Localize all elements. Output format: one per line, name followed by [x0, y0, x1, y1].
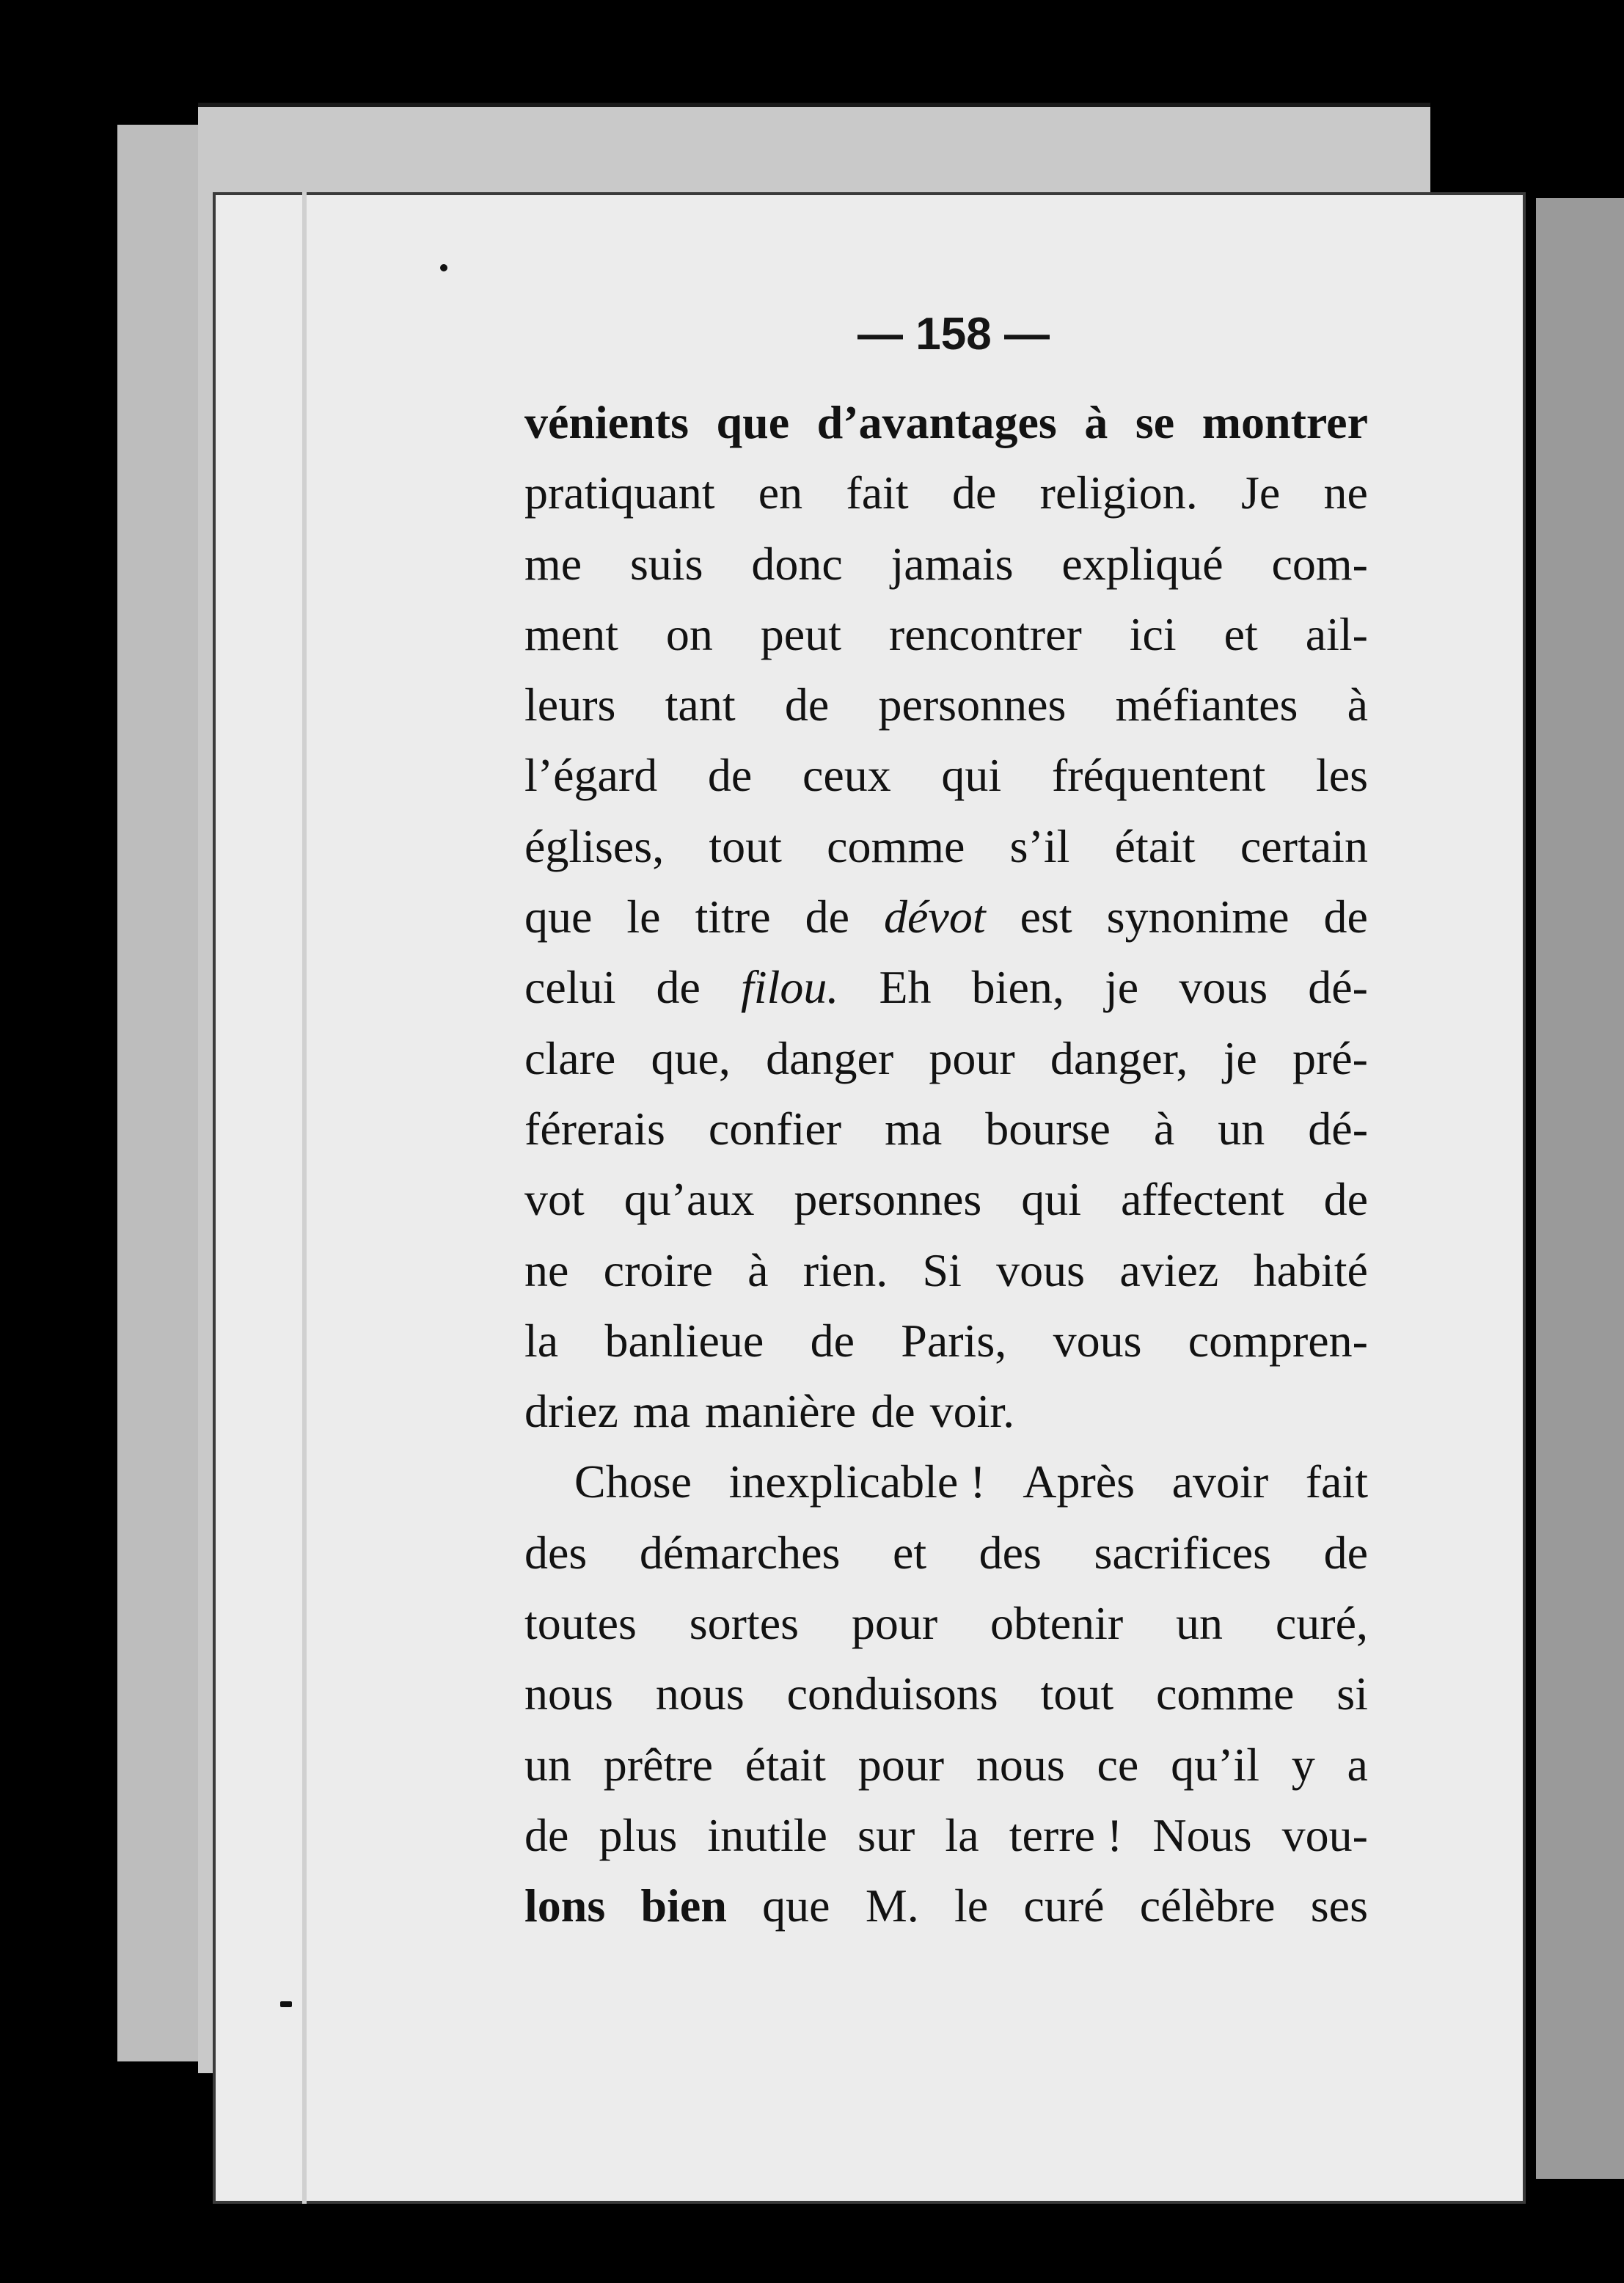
word: fait — [846, 467, 909, 519]
text-line — [524, 1023, 1368, 1094]
dust-speck — [280, 2001, 292, 2007]
page-gutter — [302, 192, 307, 2204]
word: qu’aux — [623, 1173, 755, 1226]
word: de — [656, 961, 701, 1014]
word: y — [1291, 1738, 1315, 1791]
word: inutile — [707, 1808, 827, 1861]
word: manière — [705, 1385, 857, 1438]
word: suis — [629, 537, 703, 590]
word: dé- — [1308, 1102, 1368, 1155]
word: je — [1104, 961, 1139, 1014]
page-number: — 158 — — [857, 309, 1050, 359]
word: était — [745, 1738, 826, 1791]
word: le — [954, 1880, 989, 1932]
word: Eh — [879, 961, 932, 1014]
word: des — [524, 1526, 588, 1579]
word: et — [892, 1526, 927, 1579]
word: la — [524, 1314, 559, 1367]
word: filou. — [741, 961, 839, 1014]
word: de — [871, 1385, 915, 1438]
word: la — [945, 1808, 979, 1861]
word: celui — [524, 961, 616, 1014]
word: de — [784, 679, 830, 731]
word: a — [1347, 1738, 1368, 1791]
text-line — [524, 1235, 1368, 1306]
word: com- — [1271, 537, 1368, 590]
word: en — [758, 467, 803, 519]
word: montrer — [1201, 396, 1368, 448]
word: un — [1176, 1597, 1224, 1650]
word: conduisons — [786, 1667, 998, 1720]
word: inexplicable ! — [728, 1455, 986, 1508]
word: prêtre — [603, 1738, 713, 1791]
word: méfiantes — [1115, 679, 1298, 731]
word: danger, — [1050, 1031, 1188, 1084]
word: se — [1135, 396, 1175, 448]
word: bien — [640, 1880, 727, 1932]
word: dévot — [884, 891, 986, 943]
word: voir. — [929, 1385, 1015, 1438]
text-line — [524, 529, 1368, 599]
word: l’égard — [524, 749, 658, 802]
text-line — [524, 387, 1368, 458]
text-line — [524, 1659, 1368, 1729]
word: vénients — [524, 396, 689, 448]
word: lons — [524, 1880, 606, 1932]
word: que — [716, 396, 790, 448]
word: leurs — [524, 679, 616, 731]
word: Paris, — [901, 1314, 1007, 1367]
word: bien, — [971, 961, 1064, 1014]
text-line — [524, 1306, 1368, 1376]
word: sur — [857, 1808, 915, 1861]
word: de — [951, 467, 997, 519]
word: ma — [885, 1102, 943, 1155]
text-line — [524, 670, 1368, 740]
word: à — [1153, 1102, 1175, 1155]
word: terre ! — [1009, 1808, 1123, 1861]
next-page-edge — [1536, 198, 1624, 2179]
word: pour — [851, 1597, 938, 1650]
text-line — [524, 1094, 1368, 1164]
word: qu’il — [1171, 1738, 1259, 1791]
word: M. — [865, 1880, 919, 1932]
word: sacrifices — [1094, 1526, 1272, 1579]
word: de — [524, 1808, 569, 1861]
text-line — [524, 1871, 1368, 1941]
word: me — [524, 537, 582, 590]
text-line — [524, 458, 1368, 528]
word: croire — [603, 1243, 713, 1296]
word: à — [1347, 679, 1368, 731]
word: qui — [941, 749, 1002, 802]
word: églises, — [524, 819, 665, 872]
word: nous — [524, 1667, 613, 1720]
word: pour — [857, 1738, 945, 1791]
word: donc — [751, 537, 843, 590]
word: compren- — [1188, 1314, 1368, 1367]
word: le — [626, 891, 661, 943]
word: aviez — [1119, 1243, 1219, 1296]
text-line — [524, 1164, 1368, 1235]
word: ne — [1323, 467, 1368, 519]
word: ment — [524, 607, 618, 660]
text-line — [524, 1447, 1368, 1517]
word: de — [810, 1314, 855, 1367]
word: de — [1323, 891, 1368, 943]
word: bourse — [985, 1102, 1111, 1155]
word: fréquentent — [1051, 749, 1266, 802]
word: dé- — [1308, 961, 1368, 1014]
word: curé — [1023, 1880, 1105, 1932]
word: avoir — [1171, 1455, 1269, 1508]
word: célèbre — [1139, 1880, 1276, 1932]
word: est — [1020, 891, 1072, 943]
text-line — [524, 1518, 1368, 1588]
word: comme — [1156, 1667, 1295, 1720]
word: obtenir — [990, 1597, 1124, 1650]
text-line — [524, 1800, 1368, 1871]
text-line — [524, 1588, 1368, 1659]
word: de — [1323, 1173, 1368, 1226]
word: toutes — [524, 1597, 637, 1650]
word: jamais — [890, 537, 1014, 590]
text-line — [524, 599, 1368, 670]
word: driez — [524, 1385, 618, 1438]
word: tant — [665, 679, 736, 731]
word: que — [524, 891, 593, 943]
word: clare — [524, 1031, 616, 1084]
word: s’il — [1009, 819, 1070, 872]
word: synonime — [1106, 891, 1290, 943]
word: tout — [1040, 1667, 1114, 1720]
word: des — [979, 1526, 1042, 1579]
word: danger — [766, 1031, 894, 1084]
word: d’avantages — [816, 396, 1057, 448]
word: ceux — [802, 749, 891, 802]
dust-speck — [440, 264, 447, 271]
word: était — [1114, 819, 1196, 872]
word: certain — [1240, 819, 1368, 872]
word: ma — [632, 1385, 691, 1438]
word: pour — [929, 1031, 1015, 1084]
word: ail- — [1305, 607, 1368, 660]
word: confier — [708, 1102, 842, 1155]
word: de — [1323, 1526, 1368, 1579]
word: sortes — [689, 1597, 799, 1650]
word: vous — [996, 1243, 1086, 1296]
text-line — [524, 1376, 1368, 1447]
word: les — [1315, 749, 1368, 802]
word: pratiquant — [524, 467, 715, 519]
word: à — [747, 1243, 769, 1296]
body-text — [524, 387, 1368, 1942]
word: rien. — [802, 1243, 888, 1296]
word: Si — [922, 1243, 962, 1296]
text-line — [524, 952, 1368, 1023]
word: nous — [655, 1667, 745, 1720]
word: comme — [827, 819, 965, 872]
word: banlieue — [604, 1314, 764, 1367]
word: je — [1223, 1031, 1257, 1084]
word: Je — [1240, 467, 1281, 519]
word: expliqué — [1061, 537, 1224, 590]
word: pré- — [1292, 1031, 1368, 1084]
text-line — [524, 1730, 1368, 1800]
word: peut — [760, 607, 841, 660]
word: rencontrer — [888, 607, 1082, 660]
word: nous — [976, 1738, 1065, 1791]
word: Chose — [574, 1455, 692, 1508]
word: ici — [1129, 607, 1177, 660]
text-line — [524, 740, 1368, 811]
word: ses — [1310, 1880, 1368, 1932]
word: curé, — [1275, 1597, 1368, 1650]
text-line — [524, 882, 1368, 952]
word: démarches — [639, 1526, 841, 1579]
word: un — [524, 1738, 571, 1791]
word: personnes — [878, 679, 1067, 731]
word: tout — [709, 819, 782, 872]
word: de — [805, 891, 850, 943]
word: et — [1224, 607, 1258, 660]
word: à — [1084, 396, 1108, 448]
word: Après — [1023, 1455, 1135, 1508]
word: vou- — [1281, 1808, 1368, 1861]
word: vot — [524, 1173, 585, 1226]
word: si — [1336, 1667, 1368, 1720]
word: affectent — [1120, 1173, 1284, 1226]
word: titre — [695, 891, 771, 943]
word: que, — [651, 1031, 731, 1084]
word: Nous — [1152, 1808, 1252, 1861]
word: fait — [1305, 1455, 1368, 1508]
word: vous — [1179, 961, 1268, 1014]
word: vous — [1053, 1314, 1142, 1367]
word: habité — [1253, 1243, 1368, 1296]
word: de — [707, 749, 753, 802]
word: ce — [1097, 1738, 1139, 1791]
word: férerais — [524, 1102, 665, 1155]
word: religion. — [1039, 467, 1198, 519]
word: que — [762, 1880, 830, 1932]
word: ne — [524, 1243, 569, 1296]
word: un — [1218, 1102, 1265, 1155]
text-line — [524, 811, 1368, 882]
word: qui — [1021, 1173, 1082, 1226]
word: on — [665, 607, 713, 660]
word: plus — [599, 1808, 678, 1861]
word: personnes — [794, 1173, 982, 1226]
